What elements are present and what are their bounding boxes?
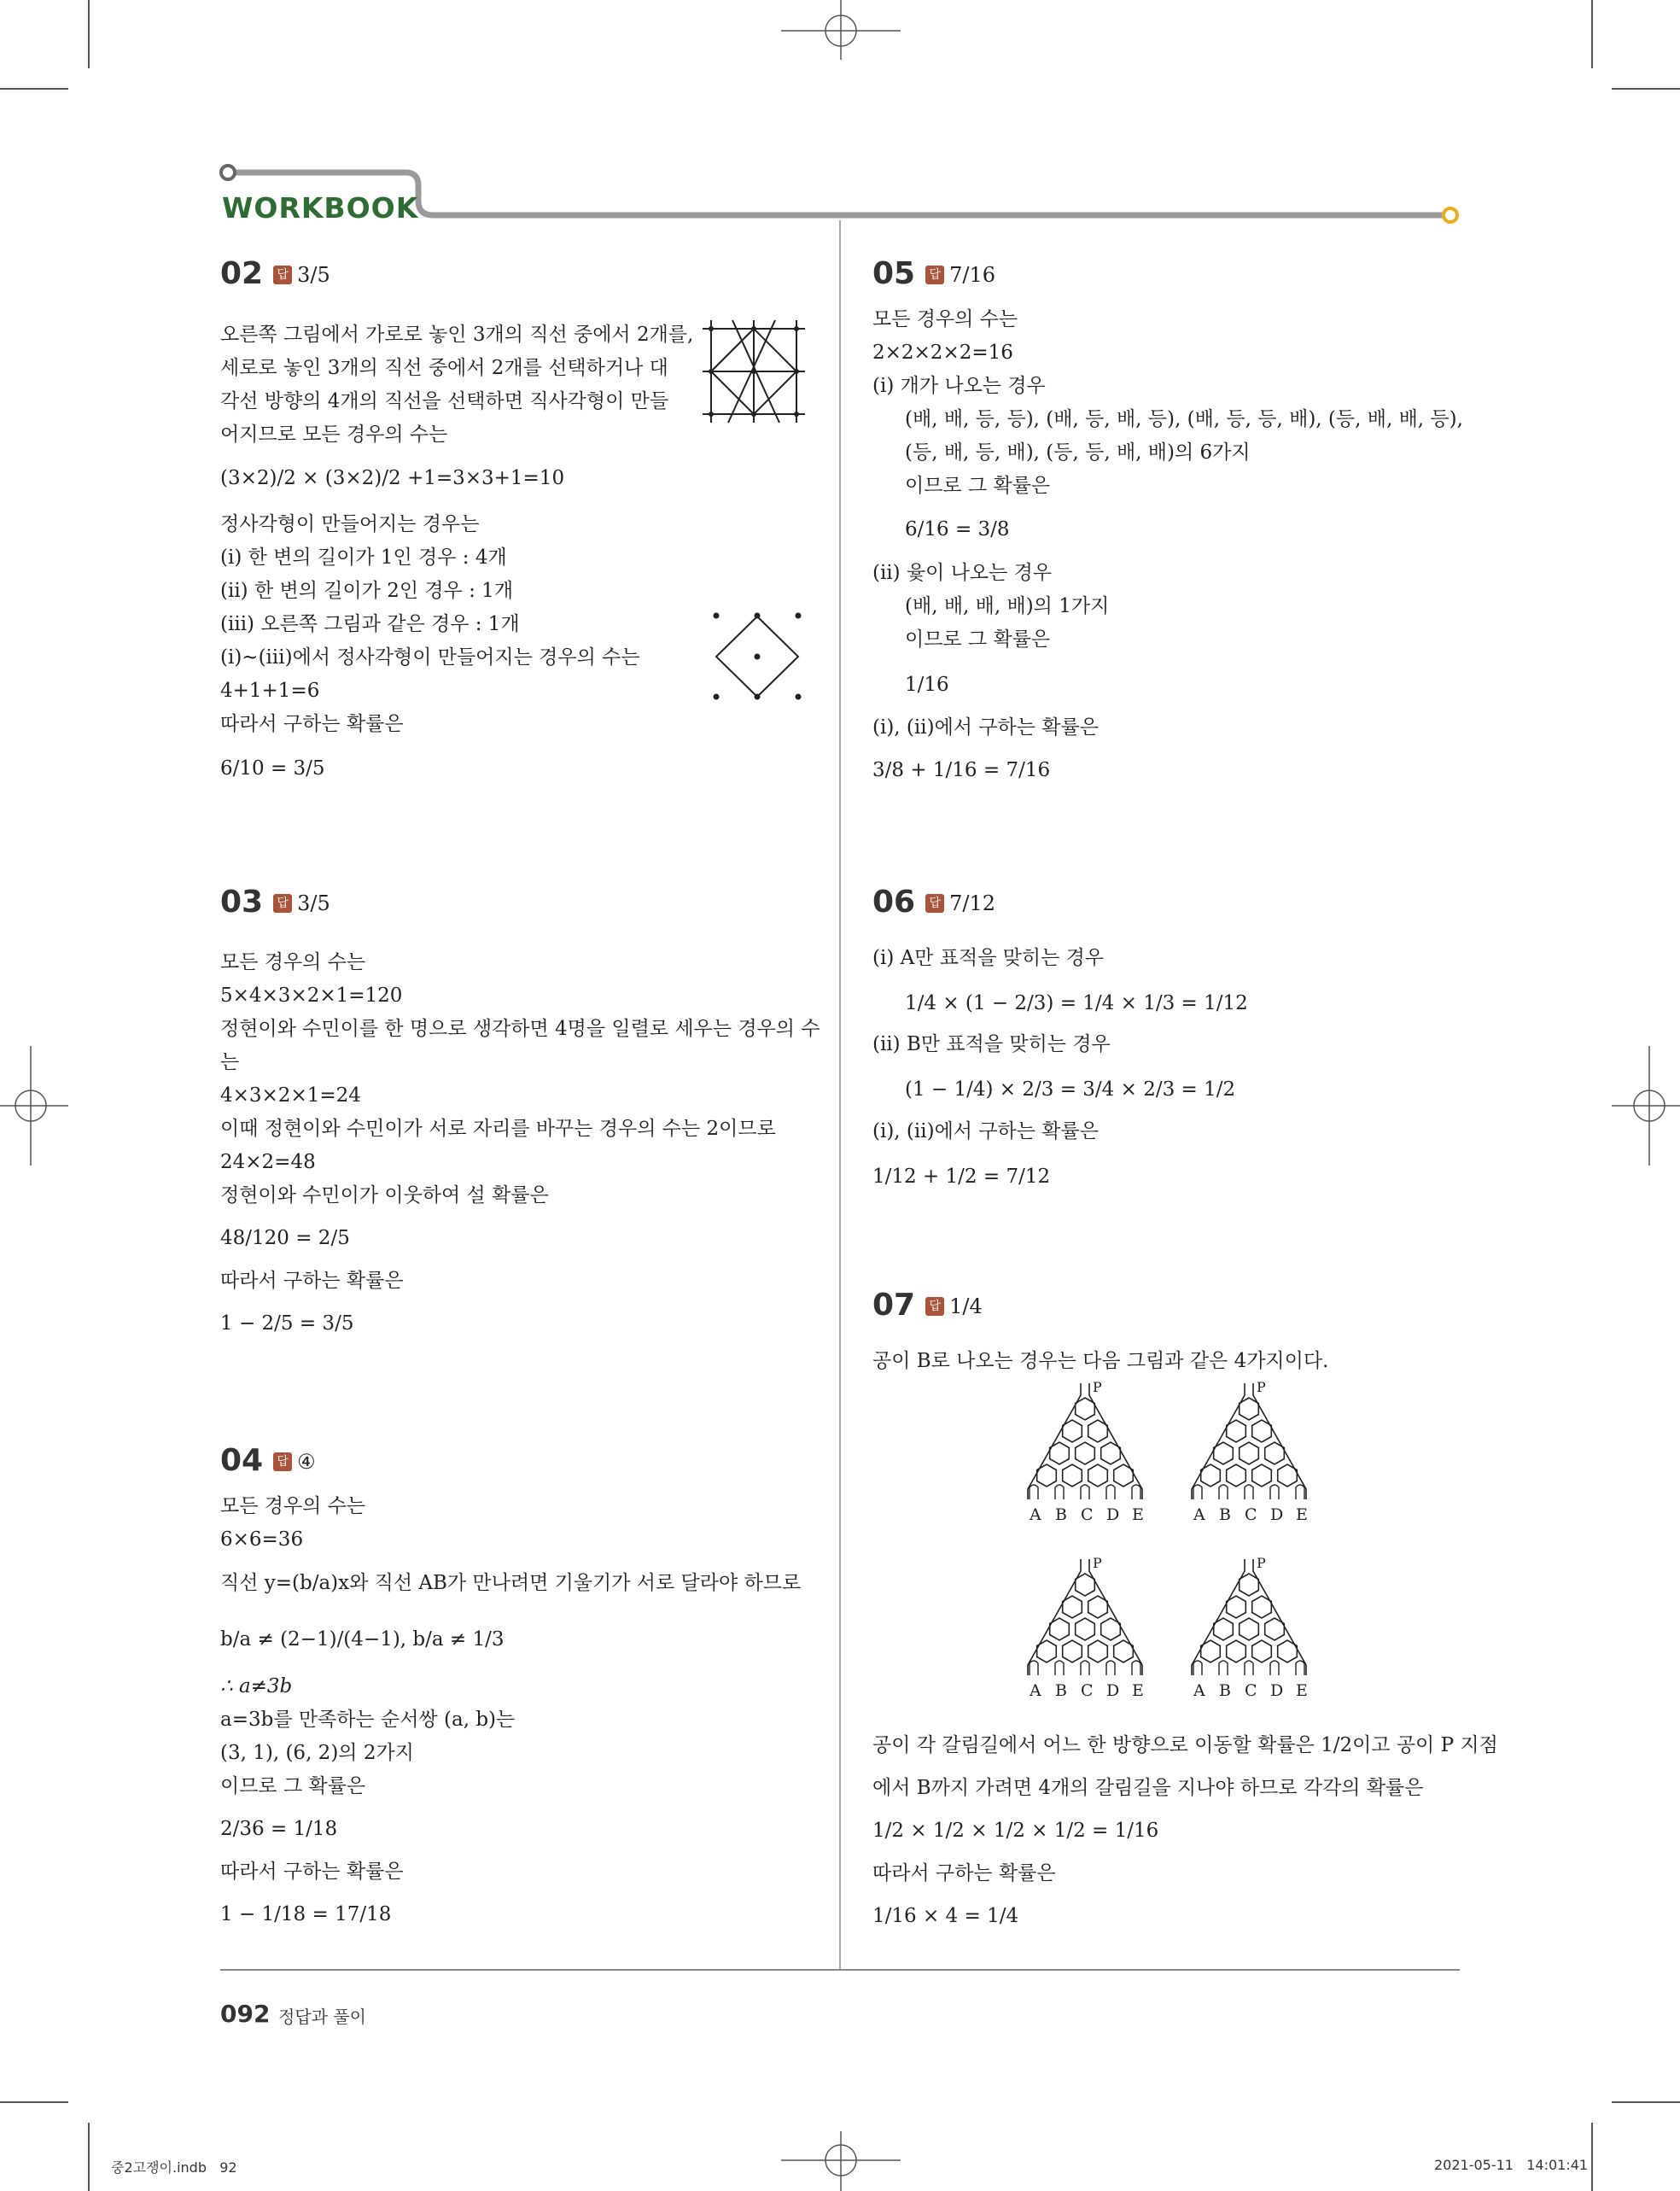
p06-formula: 1/4 × (1 − 2/3) = 1/4 × 1/3 = 1/12: [905, 992, 1248, 1014]
column-divider: [839, 220, 841, 1969]
svg-text:B: B: [1055, 1505, 1067, 1524]
p04-formula: 2/36 = 1/18: [220, 1818, 338, 1840]
problem-03-header: 03 답 3/5: [220, 885, 330, 920]
p06-line: (ⅰ), (ⅱ)에서 구하는 확률은: [872, 1120, 1099, 1142]
svg-text:A: A: [1030, 1681, 1041, 1700]
p05-line: (배, 배, 배, 배)의 1가지: [905, 595, 1110, 617]
p05-line: (등, 배, 등, 배), (등, 등, 배, 배)의 6가지: [905, 441, 1251, 464]
p06-line: (ⅱ) B만 표적을 맞히는 경우: [872, 1033, 1111, 1055]
path-diagram-2: [1176, 1382, 1321, 1530]
svg-text:C: C: [1081, 1681, 1094, 1700]
answer-badge-icon: 답: [925, 1297, 944, 1316]
p05-formula: 3/8 + 1/16 = 7/16: [872, 759, 1051, 781]
svg-text:B: B: [1219, 1681, 1231, 1700]
svg-text:D: D: [1106, 1681, 1120, 1700]
answer-badge-icon: 답: [925, 894, 944, 913]
problem-02-header: 02 답 3/5: [220, 256, 330, 291]
svg-text:A: A: [1030, 1505, 1041, 1524]
registration-mark-right: [1612, 1033, 1680, 1178]
p04-line: ∴ a≠3b: [220, 1675, 293, 1697]
p06-line: (ⅰ) A만 표적을 맞히는 경우: [872, 947, 1105, 969]
p02-line: (ⅱ) 한 변의 길이가 2인 경우 : 1개: [220, 580, 514, 602]
timestamp-label: 2021-05-11 14:01:41: [1434, 2157, 1589, 2173]
p03-line: 는: [220, 1051, 240, 1073]
p05-line: 2×2×2×2=16: [872, 342, 1013, 364]
svg-text:D: D: [1270, 1505, 1284, 1524]
svg-text:C: C: [1245, 1681, 1257, 1700]
p05-line: (ⅰ) 개가 나오는 경우: [872, 375, 1046, 397]
p02-line: 정사각형이 만들어지는 경우는: [220, 513, 480, 535]
p03-formula: 48/120 = 2/5: [220, 1227, 350, 1249]
p05-line: 이므로 그 확률은: [905, 628, 1051, 651]
p07-formula: 1/16 × 4 = 1/4: [872, 1905, 1019, 1927]
p04-line: a=3b를 만족하는 순서쌍 (a, b)는: [220, 1709, 516, 1731]
p03-line: 정현이와 수민이가 이웃하여 설 확률은: [220, 1184, 549, 1207]
p04-formula: b/a ≠ (2−1)/(4−1), b/a ≠ 1/3: [220, 1628, 505, 1651]
answer-value: 3/5: [297, 891, 330, 915]
p04-line: 직선 y=(b/a)x와 직선 AB가 만나려면 기울기가 서로 달라야 하므로: [220, 1572, 802, 1594]
crop-mark: [88, 2123, 90, 2191]
crop-mark: [1612, 88, 1680, 90]
p05-line: 모든 경우의 수는: [872, 308, 1018, 330]
problem-06-header: 06 답 7/12: [872, 885, 996, 920]
p06-formula: (1 − 1/4) × 2/3 = 3/4 × 2/3 = 1/2: [905, 1078, 1236, 1101]
p04-line: (3, 1), (6, 2)의 2가지: [220, 1742, 414, 1764]
p02-line: (ⅰ) 한 변의 길이가 1인 경우 : 4개: [220, 546, 507, 569]
svg-text:P: P: [1257, 1382, 1266, 1395]
answer-value: 7/12: [949, 891, 996, 915]
svg-text:A: A: [1193, 1505, 1205, 1524]
svg-text:B: B: [1055, 1681, 1067, 1700]
p05-line: 이므로 그 확률은: [905, 475, 1051, 497]
svg-text:E: E: [1132, 1681, 1144, 1700]
p03-line: 4×3×2×1=24: [220, 1084, 361, 1107]
path-diagram-1: [1012, 1382, 1158, 1530]
registration-mark-left: [0, 1033, 68, 1178]
page-number: 092: [220, 2000, 271, 2028]
p02-line: (ⅲ) 오른쪽 그림과 같은 경우 : 1개: [220, 613, 520, 635]
svg-text:E: E: [1132, 1505, 1144, 1524]
problem-05-header: 05 답 7/16: [872, 256, 996, 291]
workbook-title: WORKBOOK: [222, 191, 419, 225]
path-diagram-4: [1176, 1557, 1321, 1706]
p03-formula: 1 − 2/5 = 3/5: [220, 1312, 354, 1335]
path-diagram-3: [1012, 1557, 1158, 1706]
crop-mark: [0, 88, 68, 90]
p02-formula: 6/10 = 3/5: [220, 757, 325, 780]
p06-formula: 1/12 + 1/2 = 7/12: [872, 1166, 1051, 1188]
svg-text:P: P: [1257, 1557, 1266, 1571]
svg-text:P: P: [1093, 1382, 1102, 1395]
p03-line: 24×2=48: [220, 1151, 316, 1173]
problem-04-header: 04 답 ④: [220, 1443, 316, 1478]
crop-mark: [1591, 0, 1593, 68]
p03-line: 이때 정현이와 수민이가 서로 자리를 바꾸는 경우의 수는 2이므로: [220, 1118, 776, 1140]
p05-line: (배, 배, 등, 등), (배, 등, 배, 등), (배, 등, 등, 배), (등, 배, 배, 등),: [905, 408, 1463, 430]
answer-value: 7/16: [949, 263, 996, 287]
p04-line: 6×6=36: [220, 1528, 304, 1551]
svg-text:E: E: [1296, 1505, 1308, 1524]
p07-line: 공이 각 갈림길에서 어느 한 방향으로 이동할 확률은 1/2이고 공이 P 지점: [872, 1734, 1498, 1756]
crop-mark: [88, 0, 90, 68]
svg-text:D: D: [1106, 1505, 1120, 1524]
p02-line: 따라서 구하는 확률은: [220, 713, 404, 735]
registration-mark-bottom: [768, 2123, 913, 2191]
p02-line: (ⅰ)~(ⅲ)에서 정사각형이 만들어지는 경우의 수는: [220, 646, 640, 669]
svg-text:E: E: [1296, 1681, 1308, 1700]
p02-formula: (3×2)/2 × (3×2)/2 +1=3×3+1=10: [220, 467, 565, 489]
p07-line: 공이 B로 나오는 경우는 다음 그림과 같은 4가지이다.: [872, 1350, 1329, 1372]
crop-mark: [0, 2101, 68, 2103]
svg-text:D: D: [1270, 1681, 1284, 1700]
line-grid-figure: [698, 316, 809, 427]
svg-text:C: C: [1081, 1505, 1094, 1524]
crop-mark: [1612, 2101, 1680, 2103]
answer-value: 3/5: [297, 263, 330, 287]
p07-formula: 1/2 × 1/2 × 1/2 × 1/2 = 1/16: [872, 1820, 1159, 1842]
p04-line: 모든 경우의 수는: [220, 1495, 366, 1517]
p03-line: 5×4×3×2×1=120: [220, 984, 403, 1007]
registration-mark-top: [768, 0, 913, 68]
answer-badge-icon: 답: [273, 266, 292, 284]
p04-line: 이므로 그 확률은: [220, 1775, 366, 1797]
answer-badge-icon: 답: [925, 266, 944, 284]
p03-line: 모든 경우의 수는: [220, 951, 366, 973]
svg-text:A: A: [1193, 1681, 1205, 1700]
svg-text:C: C: [1245, 1505, 1257, 1524]
answer-value: 1/4: [949, 1294, 983, 1318]
p02-line: 각선 방향의 4개의 직선을 선택하면 직사각형이 만들: [220, 390, 669, 412]
section-label: 정답과 풀이: [278, 2007, 366, 2027]
bottom-rule: [220, 1969, 1460, 1971]
answer-badge-icon: 답: [273, 1452, 292, 1471]
p04-line: 따라서 구하는 확률은: [220, 1861, 404, 1883]
p05-line: (ⅰ), (ⅱ)에서 구하는 확률은: [872, 716, 1099, 739]
svg-text:B: B: [1219, 1505, 1231, 1524]
answer-value: ④: [297, 1450, 316, 1474]
p02-line: 오른쪽 그림에서 가로로 놓인 3개의 직선 중에서 2개를,: [220, 324, 694, 346]
svg-text:P: P: [1093, 1557, 1102, 1571]
tilted-square-figure: [710, 608, 804, 702]
p07-line: 에서 B까지 가려면 4개의 갈림길을 지나야 하므로 각각의 확률은: [872, 1777, 1424, 1799]
crop-mark: [1591, 2123, 1593, 2191]
p04-formula: 1 − 1/18 = 17/18: [220, 1903, 392, 1925]
p05-formula: 1/16: [905, 674, 949, 696]
p02-line: 세로로 놓인 3개의 직선 중에서 2개를 선택하거나 대: [220, 357, 668, 379]
p02-line: 4+1+1=6: [220, 680, 320, 702]
p03-line: 따라서 구하는 확률은: [220, 1270, 404, 1292]
answer-badge-icon: 답: [273, 894, 292, 913]
problem-07-header: 07 답 1/4: [872, 1288, 983, 1323]
file-label: 중2고쟁이.indb 92: [111, 2159, 237, 2176]
p07-line: 따라서 구하는 확률은: [872, 1862, 1056, 1884]
p05-line: (ⅱ) 윷이 나오는 경우: [872, 562, 1053, 584]
p03-line: 정현이와 수민이를 한 명으로 생각하면 4명을 일렬로 세우는 경우의 수: [220, 1018, 820, 1040]
p02-line: 어지므로 모든 경우의 수는: [220, 424, 448, 446]
p05-formula: 6/16 = 3/8: [905, 518, 1010, 540]
